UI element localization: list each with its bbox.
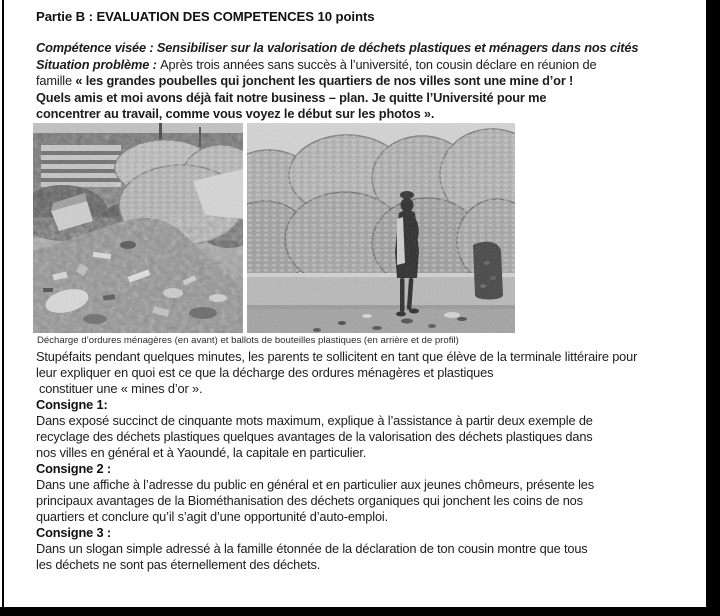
competence-statement: Compétence visée : Sensibiliser sur la valorisation de déchets plastiques et ménagers dans nos cités — [36, 40, 639, 55]
body-text-block — [36, 349, 637, 573]
photo-bottle-bales — [247, 123, 515, 333]
consigne1-line: Dans exposé succinct de cinquante mots maximum, explique à l’assistance à partir deux exemple de — [36, 413, 593, 428]
consigne2-line: quartiers et conclure qu’il s’agit d’une opportunité d’auto-emploi. — [36, 509, 389, 524]
situation-line-4: concentrer au travail, comme vous voyez le début sur les photos ». — [36, 106, 435, 122]
situation-line-2 — [36, 73, 638, 90]
page-title: Partie B : EVALUATION DES COMPETENCES 10 points — [36, 9, 375, 24]
consigne2-line: principaux avantages de la Biométhanisation des déchets organiques qui jonchent les coins de nos — [36, 493, 583, 508]
consigne3-heading: Consigne 3 : — [36, 525, 111, 540]
garbage-dump-image — [33, 123, 243, 333]
screen-bottom-black-bar — [0, 607, 720, 616]
consigne1-line: nos villes en général et à Yaoundé, la capitale en particulier. — [36, 445, 367, 460]
paragraph-line: Stupéfaits pendant quelques minutes, les parents te sollicitent en tant que élève de la terminale littéraire pour — [36, 349, 638, 364]
photo-caption: Décharge d’ordures ménagères (en avant) et ballots de bouteilles plastiques (en arrière et de profil) — [37, 335, 459, 346]
quote-text: « les grandes poubelles qui jonchent les quartiers de nos villes sont une mine d’or ! — [75, 73, 574, 89]
page-left-border — [2, 0, 4, 616]
screen-right-black-bar — [706, 0, 720, 616]
situation-label: Situation problème : — [36, 56, 161, 72]
situation-text: famille — [36, 73, 76, 89]
consigne1-heading: Consigne 1: — [36, 397, 108, 412]
photo-garbage-dump — [33, 123, 243, 333]
bottle-bales-image — [247, 123, 515, 333]
situation-line-1 — [36, 57, 638, 74]
consigne3-line: Dans un slogan simple adressé à la famille étonnée de la déclaration de ton cousin montre que tous — [36, 541, 588, 556]
situation-text: Après trois années sans succès à l’université, ton cousin déclare en réunion de — [160, 56, 597, 72]
paragraph-line: leur expliquer en quoi est ce que la décharge des ordures ménagères et plastiques — [36, 365, 494, 380]
consigne2-line: Dans une affiche à l’adresse du public en général et en particulier aux jeunes chômeurs, présente les — [36, 477, 594, 492]
consigne1-line: recyclage des déchets plastiques quelques avantages de la valorisation des déchets plastiques dans — [36, 429, 593, 444]
paragraph-line: constituer une « mines d’or ». — [39, 381, 203, 396]
situation-line-3: Quels amis et moi avons déjà fait notre business – plan. Je quitte l’Université pour me — [36, 89, 547, 105]
consigne3-line: les déchets ne sont pas éternellement des déchets. — [36, 557, 321, 572]
consigne2-heading: Consigne 2 : — [36, 461, 111, 476]
intro-block — [36, 40, 638, 123]
